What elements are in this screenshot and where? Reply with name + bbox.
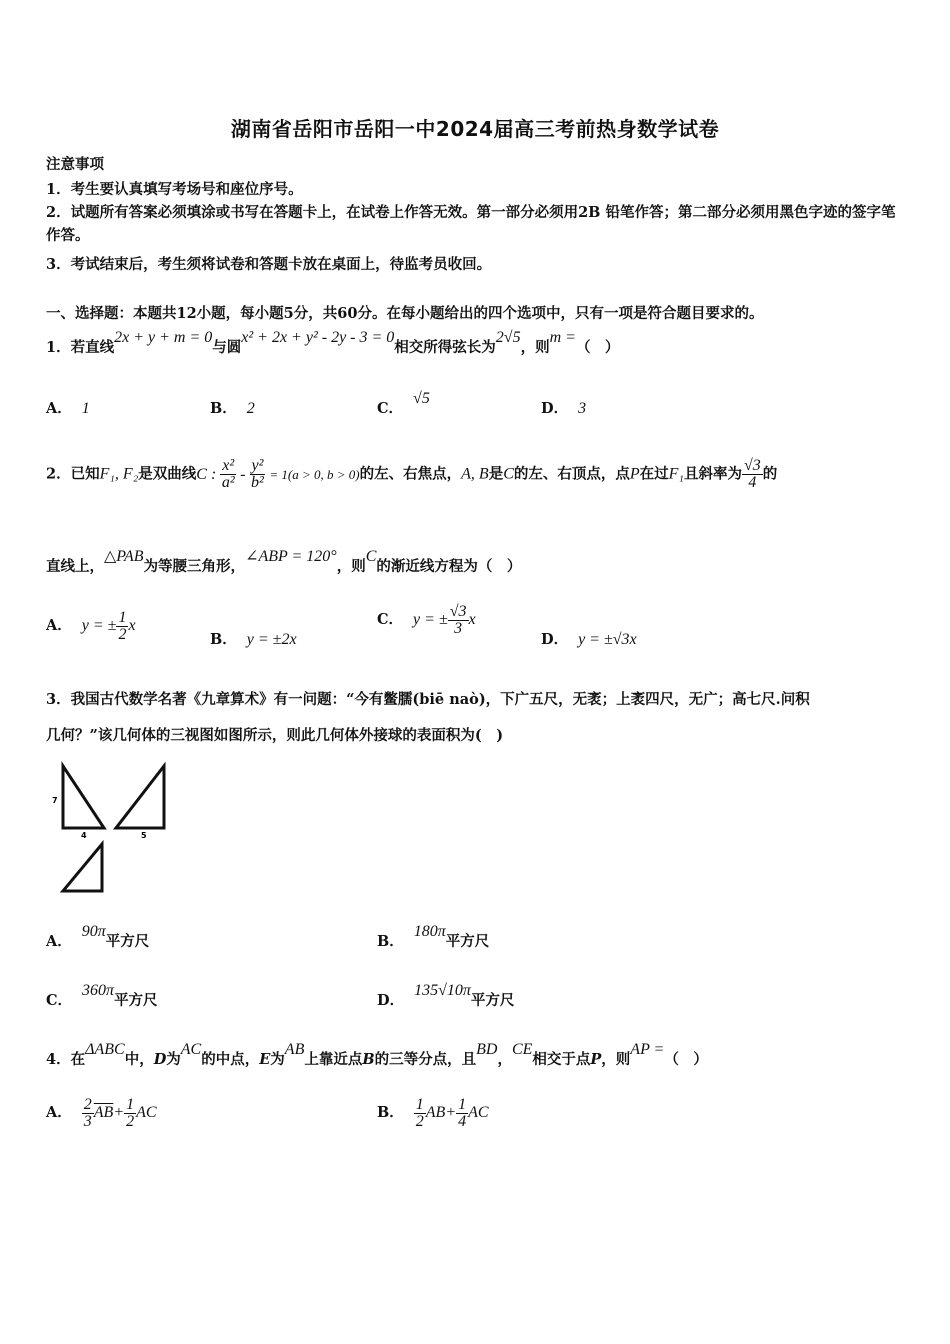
q1-chord-length: 2√5 [495,329,521,346]
front-view-triangle [63,766,104,828]
q1-line-equation: 2x + y + m = 0 [114,329,213,346]
q3-option-d[interactable]: D．135√10π平方尺 [377,982,515,1009]
q2-angle: ∠ABP = 120° [245,548,337,565]
question-3-stem-line2: 几何？”该几何体的三视图如图所示，则此几何体外接球的表面积为( ) [46,727,504,744]
exam-title: 湖南省岳阳市岳阳一中2024届高三考前热身数学试卷 [230,117,720,141]
q1-text: 1．若直线 [46,339,115,356]
q4-triangle: ΔABC [85,1041,125,1058]
section-heading: 一、选择题：本题共12小题，每小题5分，共60分。在每小题给出的四个选项中，只有一项是符合题目要求的。 [46,305,764,322]
q1-text: 与圆 [212,339,242,356]
q2-option-d[interactable]: D． y = ±√3x [541,631,637,648]
q2-option-b[interactable]: B． y = ±2x [210,631,297,648]
question-2-stem-line1: 2．已知F₁, F₂是双曲线C : $\frac{\text{x²}}{\text{a²}}$ - $\frac{\text{y²}}{\text{b²}}$ = 1(a > 0, b > 0)的左、右焦点，A, B是C的左、右顶点，点P在过F₁且斜率为 $\frac{√3}{4}$ 的 [46,457,778,492]
side-view-triangle [116,766,164,828]
q3-option-b[interactable]: B．180π平方尺 [377,923,490,950]
question-3-stem-line1: 3．我国古代数学名著《九章算术》有一问题：“今有鳖臑(biē naò)，下广五尺，无袤；上袤四尺，无广；高七尺.问积 [46,691,810,708]
q1-option-a[interactable]: A． 1 [46,400,90,417]
q1-text: （ ） [575,339,620,356]
notice-heading: 注意事项 [46,156,104,173]
q2-hyperbola: C : $\frac{\text{x²}}{\text{a²}}$ - $\frac{\text{y²}}{\text{b²}}$ = 1(a > 0, b > 0) [196,457,360,492]
question-2-stem-line2: 直线上，△PAB为等腰三角形，∠ABP = 120°，则C的渐近线方程为（ ） [46,548,522,575]
q1-option-b[interactable]: B． 2 [210,400,255,417]
q2-triangle: △PAB [104,548,144,565]
q1-unknown: m = [549,329,576,346]
question-1-stem [46,329,620,357]
q3-option-c[interactable]: C．360π平方尺 [46,982,158,1009]
q2-option-a[interactable]: A． y = ± $\frac{1}{2}$ x [46,609,136,643]
q1-text: 相交所得弦长为 [394,339,496,356]
notice-item-2: 2．试题所有答案必须填涂或书写在答题卡上，在试卷上作答无效。第一部分必须用2B 铅笔作答；第二部分必须用黑色字迹的签字笔作答。 [46,204,896,244]
notice-item-1: 1．考生要认真填写考场号和座位序号。 [46,181,303,198]
top-view-triangle [63,844,102,891]
q4-option-a[interactable]: A． $\frac{2}{3}$ $\overline{AB}+$ $\frac{1}{2}$ AC [46,1096,157,1130]
q1-option-c[interactable]: C．√5 [377,390,430,417]
q1-circle-equation: x² + 2x + y² - 2y - 3 = 0 [241,329,395,346]
question-4-stem: 4．在ΔABC中，D为AC的中点，E为AB上靠近点B的三等分点，且BD，CE相交于点P，则AP =（ ） [46,1041,708,1068]
figure-label-base-1: 4 [81,831,87,840]
q1-text: ，则 [520,339,550,356]
q2-vertices: A, B [461,465,489,483]
figure-label-height: 7 [52,796,58,805]
q2-foci: F₁, F₂ [99,465,139,483]
figure-label-base-2: 5 [141,831,147,840]
q2-option-c[interactable]: C． y = ± $\frac{√3}{3}$ x [377,603,476,637]
three-view-figure [48,760,178,900]
q4-option-b[interactable]: B． $\frac{1}{2}$ AB+ $\frac{1}{4}$ AC [377,1096,489,1130]
q3-option-a[interactable]: A．90π平方尺 [46,923,150,950]
q1-option-d[interactable]: D． 3 [541,400,587,417]
notice-item-3: 3．考试结束后，考生须将试卷和答题卡放在桌面上，待监考员收回。 [46,256,492,273]
q2-slope: $\frac{√3}{4}$ [743,457,761,491]
